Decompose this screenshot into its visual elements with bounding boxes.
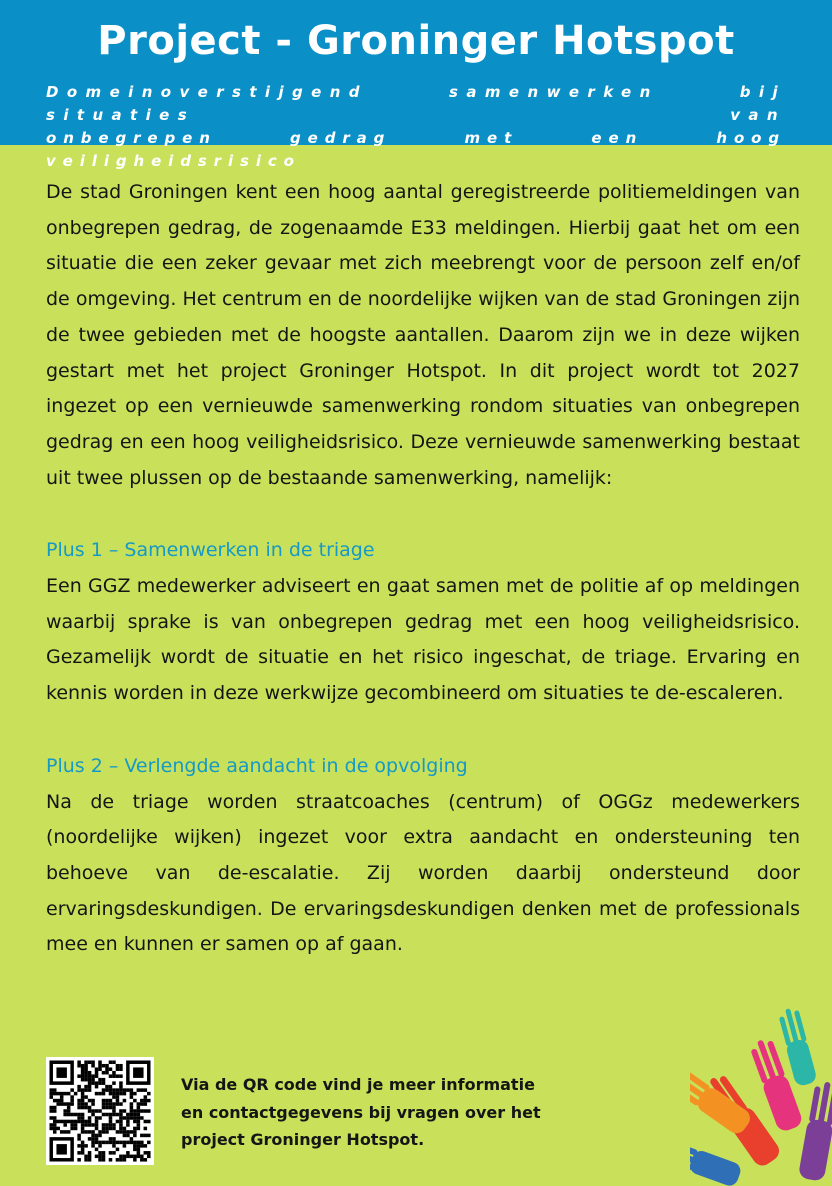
subtitle-line-2: onbegrepen gedrag met een hoog veiligheidsrisico xyxy=(46,129,786,170)
qr-info-line-1: Via de QR code vind je meer informatie xyxy=(181,1075,535,1094)
qr-info-line-2: en contactgegevens bij vragen over het xyxy=(181,1102,541,1122)
plus-1-heading: Plus 1 – Samenwerken in de triage xyxy=(46,539,375,562)
qr-info-text xyxy=(181,1071,581,1154)
hand-orange xyxy=(690,1062,754,1137)
qr-info-line-3: project Groninger Hotspot. xyxy=(181,1130,425,1149)
qr-code-icon[interactable] xyxy=(46,1057,154,1165)
plus-2-text: Na de triage worden straatcoaches (centrum) of OGGz medewerkers (noordelijke wijken) ingezet voor extra aandacht en ondersteuning ten behoeve van de-escalatie. Zij worden daarbij ondersteund door ervaringsdeskundigen. De ervaringsdeskundigen denken met de professionals mee en kunnen er samen op af gaan. xyxy=(46,790,800,956)
plus-2-heading: Plus 2 – Verlengde aandacht in de opvolging xyxy=(46,754,468,777)
page-title: Project - Groninger Hotspot xyxy=(97,18,735,64)
hand-purple xyxy=(798,1080,832,1182)
page-header xyxy=(0,0,832,170)
page-subtitle xyxy=(46,81,786,173)
intro-paragraph: De stad Groningen kent een hoog aantal geregistreerde politiemeldingen van onbegrepen gedrag, de zogenaamde E33 meldingen. Hierbij gaat het om een situatie die een zeker gevaar met zich meebrengt voor de persoon zelf en/of de omgeving. Het centrum en de noordelijke wijken van de stad Groningen zijn de twee gebieden met de hoogste aantallen. Daarom zijn we in deze wijken gestart met het project Groninger Hotspot. In dit project wordt tot 2027 ingezet op een vernieuwde samenwerking rondom situaties van onbegrepen gedrag en een hoog veiligheidsrisico. Deze vernieuwde samenwerking bestaat uit twee plussen op de bestaande samenwerking, namelijk: xyxy=(46,181,800,489)
plus-1-text: Een GGZ medewerker adviseert en gaat samen met de politie af op meldingen waarbij sprake is van onbegrepen gedrag met een hoog veiligheidsrisico. Gezamelijk wordt de situatie en het risico ingeschat, de triage. Ervaring en kennis worden in deze werkwijze gecombineerd om situaties te de-escaleren. xyxy=(46,575,800,705)
colorful-hands-logo xyxy=(690,995,832,1186)
hand-blue xyxy=(690,1136,743,1186)
subtitle-line-1: Domeinoverstijgend samenwerken bij situaties van xyxy=(46,83,786,124)
main-content xyxy=(46,175,800,963)
